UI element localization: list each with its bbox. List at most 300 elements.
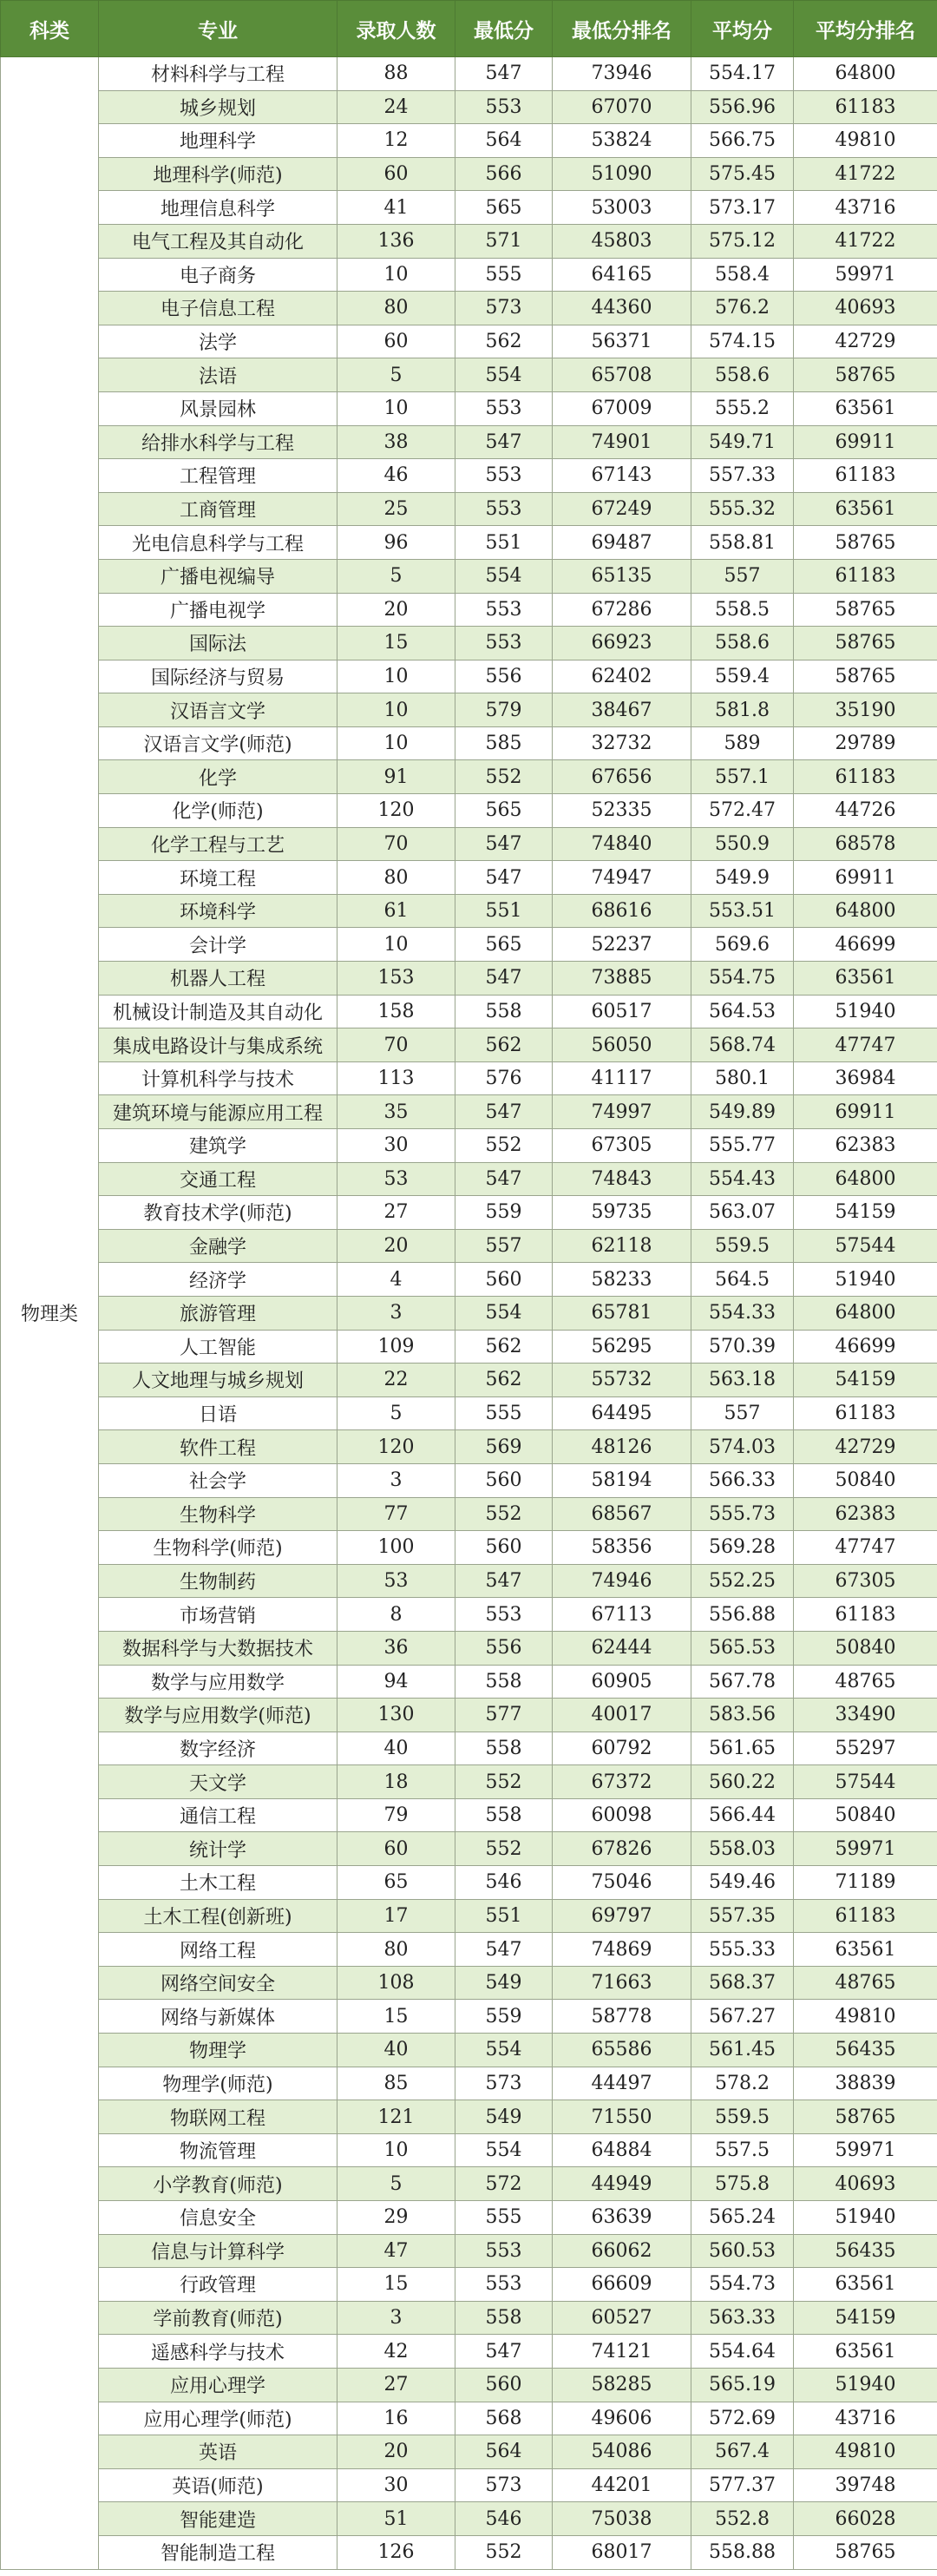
cell-avg-score: 558.88 bbox=[691, 2535, 794, 2569]
cell-avg-score-rank: 63561 bbox=[794, 492, 937, 526]
table-row bbox=[1, 827, 937, 861]
cell-min-score: 560 bbox=[455, 1463, 553, 1497]
cell-major: 建筑环境与能源应用工程 bbox=[99, 1095, 337, 1129]
header-row bbox=[1, 1, 937, 57]
table-row bbox=[1, 1095, 937, 1129]
cell-avg-score: 555.2 bbox=[691, 391, 794, 425]
cell-enrollment-count: 3 bbox=[337, 2301, 455, 2335]
cell-min-score: 559 bbox=[455, 1196, 553, 1230]
cell-min-score: 551 bbox=[455, 526, 553, 560]
cell-min-score-rank: 69487 bbox=[553, 526, 691, 560]
cell-enrollment-count: 5 bbox=[337, 358, 455, 392]
table-row bbox=[1, 627, 937, 660]
cell-min-score: 555 bbox=[455, 1396, 553, 1430]
cell-min-score-rank: 74840 bbox=[553, 827, 691, 861]
cell-avg-score-rank: 29789 bbox=[794, 726, 937, 760]
cell-min-score-rank: 71550 bbox=[553, 2100, 691, 2134]
cell-avg-score: 549.9 bbox=[691, 861, 794, 895]
cell-major: 日语 bbox=[99, 1396, 337, 1430]
cell-min-score: 547 bbox=[455, 57, 553, 91]
table-row bbox=[1, 1966, 937, 2000]
cell-enrollment-count: 65 bbox=[337, 1866, 455, 1900]
cell-min-score: 564 bbox=[455, 124, 553, 158]
table-row bbox=[1, 2067, 937, 2100]
cell-enrollment-count: 120 bbox=[337, 794, 455, 828]
cell-min-score-rank: 38467 bbox=[553, 693, 691, 727]
cell-min-score: 562 bbox=[455, 1028, 553, 1062]
cell-major: 城乡规划 bbox=[99, 90, 337, 124]
cell-enrollment-count: 10 bbox=[337, 391, 455, 425]
cell-min-score: 546 bbox=[455, 2502, 553, 2536]
cell-enrollment-count: 80 bbox=[337, 292, 455, 325]
cell-avg-score-rank: 58765 bbox=[794, 2100, 937, 2134]
cell-enrollment-count: 38 bbox=[337, 425, 455, 459]
cell-major: 市场营销 bbox=[99, 1598, 337, 1632]
cell-avg-score: 554.64 bbox=[691, 2335, 794, 2369]
cell-avg-score: 554.75 bbox=[691, 962, 794, 996]
cell-avg-score-rank: 56435 bbox=[794, 2234, 937, 2268]
table-row bbox=[1, 693, 937, 727]
cell-avg-score-rank: 46699 bbox=[794, 928, 937, 962]
cell-avg-score: 560.22 bbox=[691, 1765, 794, 1799]
cell-min-score: 559 bbox=[455, 2000, 553, 2034]
cell-avg-score: 556.96 bbox=[691, 90, 794, 124]
cell-major: 行政管理 bbox=[99, 2268, 337, 2302]
cell-avg-score: 561.65 bbox=[691, 1732, 794, 1765]
cell-min-score-rank: 32732 bbox=[553, 726, 691, 760]
cell-min-score: 577 bbox=[455, 1699, 553, 1732]
cell-avg-score-rank: 59971 bbox=[794, 1832, 937, 1866]
cell-avg-score: 559.4 bbox=[691, 660, 794, 693]
cell-min-score-rank: 67826 bbox=[553, 1832, 691, 1866]
cell-avg-score-rank: 61183 bbox=[794, 1598, 937, 1632]
cell-min-score: 558 bbox=[455, 1798, 553, 1832]
cell-avg-score: 577.37 bbox=[691, 2468, 794, 2502]
cell-avg-score-rank: 54159 bbox=[794, 1196, 937, 1230]
cell-major: 物理学(师范) bbox=[99, 2067, 337, 2100]
cell-avg-score: 569.28 bbox=[691, 1531, 794, 1565]
cell-enrollment-count: 126 bbox=[337, 2535, 455, 2569]
cell-avg-score-rank: 49810 bbox=[794, 2435, 937, 2469]
cell-min-score-rank: 66923 bbox=[553, 627, 691, 660]
cell-min-score: 551 bbox=[455, 1899, 553, 1933]
table-row bbox=[1, 1028, 937, 1062]
cell-major: 法语 bbox=[99, 358, 337, 392]
table-row bbox=[1, 2234, 937, 2268]
cell-major: 电子信息工程 bbox=[99, 292, 337, 325]
cell-avg-score: 557 bbox=[691, 559, 794, 593]
cell-avg-score-rank: 69911 bbox=[794, 861, 937, 895]
cell-avg-score: 552.8 bbox=[691, 2502, 794, 2536]
cell-enrollment-count: 24 bbox=[337, 90, 455, 124]
cell-major: 交通工程 bbox=[99, 1162, 337, 1196]
cell-min-score: 547 bbox=[455, 962, 553, 996]
cell-enrollment-count: 29 bbox=[337, 2201, 455, 2235]
cell-major: 网络与新媒体 bbox=[99, 2000, 337, 2034]
cell-enrollment-count: 10 bbox=[337, 2133, 455, 2167]
cell-major: 地理科学(师范) bbox=[99, 157, 337, 191]
table-row bbox=[1, 726, 937, 760]
cell-avg-score: 578.2 bbox=[691, 2067, 794, 2100]
cell-avg-score: 557.33 bbox=[691, 459, 794, 493]
cell-min-score: 549 bbox=[455, 2100, 553, 2134]
cell-avg-score: 554.73 bbox=[691, 2268, 794, 2302]
cell-avg-score-rank: 51940 bbox=[794, 1263, 937, 1297]
cell-enrollment-count: 3 bbox=[337, 1463, 455, 1497]
cell-min-score: 556 bbox=[455, 660, 553, 693]
cell-min-score: 552 bbox=[455, 1129, 553, 1163]
cell-major: 生物科学(师范) bbox=[99, 1531, 337, 1565]
table-row bbox=[1, 1263, 937, 1297]
cell-min-score-rank: 55732 bbox=[553, 1364, 691, 1397]
cell-enrollment-count: 120 bbox=[337, 1430, 455, 1464]
cell-major: 国际经济与贸易 bbox=[99, 660, 337, 693]
cell-avg-score: 558.81 bbox=[691, 526, 794, 560]
cell-avg-score-rank: 58765 bbox=[794, 358, 937, 392]
cell-min-score-rank: 41117 bbox=[553, 1061, 691, 1095]
table-row bbox=[1, 1631, 937, 1665]
cell-major: 经济学 bbox=[99, 1263, 337, 1297]
cell-avg-score-rank: 33490 bbox=[794, 1699, 937, 1732]
cell-major: 物流管理 bbox=[99, 2133, 337, 2167]
cell-min-score: 546 bbox=[455, 1866, 553, 1900]
cell-enrollment-count: 5 bbox=[337, 559, 455, 593]
cell-avg-score-rank: 49810 bbox=[794, 124, 937, 158]
cell-min-score: 557 bbox=[455, 1229, 553, 1263]
cell-min-score-rank: 66062 bbox=[553, 2234, 691, 2268]
table-row bbox=[1, 1531, 937, 1565]
cell-min-score: 553 bbox=[455, 1598, 553, 1632]
table-row bbox=[1, 1497, 937, 1531]
table-row bbox=[1, 559, 937, 593]
cell-avg-score: 572.47 bbox=[691, 794, 794, 828]
cell-major: 生物制药 bbox=[99, 1564, 337, 1598]
cell-enrollment-count: 85 bbox=[337, 2067, 455, 2100]
cell-major: 智能建造 bbox=[99, 2502, 337, 2536]
cell-major: 电子商务 bbox=[99, 258, 337, 292]
table-row bbox=[1, 1798, 937, 1832]
table-row bbox=[1, 57, 937, 91]
cell-major: 材料科学与工程 bbox=[99, 57, 337, 91]
cell-enrollment-count: 41 bbox=[337, 191, 455, 225]
cell-avg-score: 555.77 bbox=[691, 1129, 794, 1163]
cell-avg-score: 563.07 bbox=[691, 1196, 794, 1230]
cell-avg-score-rank: 63561 bbox=[794, 962, 937, 996]
cell-min-score: 558 bbox=[455, 995, 553, 1028]
cell-avg-score-rank: 35190 bbox=[794, 693, 937, 727]
cell-min-score-rank: 56371 bbox=[553, 325, 691, 358]
cell-avg-score-rank: 61183 bbox=[794, 559, 937, 593]
cell-min-score: 576 bbox=[455, 1061, 553, 1095]
cell-avg-score: 557 bbox=[691, 1396, 794, 1430]
cell-major: 机械设计制造及其自动化 bbox=[99, 995, 337, 1028]
cell-avg-score-rank: 58765 bbox=[794, 627, 937, 660]
cell-min-score: 554 bbox=[455, 559, 553, 593]
table-row bbox=[1, 391, 937, 425]
cell-min-score-rank: 52335 bbox=[553, 794, 691, 828]
cell-min-score-rank: 49606 bbox=[553, 2402, 691, 2435]
cell-min-score-rank: 60517 bbox=[553, 995, 691, 1028]
cell-min-score-rank: 54086 bbox=[553, 2435, 691, 2469]
cell-enrollment-count: 40 bbox=[337, 1732, 455, 1765]
cell-enrollment-count: 30 bbox=[337, 2468, 455, 2502]
cell-min-score-rank: 56295 bbox=[553, 1330, 691, 1364]
cell-enrollment-count: 40 bbox=[337, 2034, 455, 2067]
cell-major: 网络空间安全 bbox=[99, 1966, 337, 2000]
cell-avg-score: 555.32 bbox=[691, 492, 794, 526]
cell-avg-score: 568.37 bbox=[691, 1966, 794, 2000]
cell-enrollment-count: 15 bbox=[337, 627, 455, 660]
cell-major: 汉语言文学 bbox=[99, 693, 337, 727]
cell-min-score: 573 bbox=[455, 2067, 553, 2100]
cell-avg-score-rank: 57544 bbox=[794, 1765, 937, 1799]
table-row bbox=[1, 425, 937, 459]
cell-major: 建筑学 bbox=[99, 1129, 337, 1163]
header-min-score-rank: 最低分排名 bbox=[553, 1, 691, 57]
cell-major: 物理学 bbox=[99, 2034, 337, 2067]
table-body bbox=[1, 57, 937, 2570]
cell-enrollment-count: 27 bbox=[337, 1196, 455, 1230]
table-row bbox=[1, 1765, 937, 1799]
cell-major: 通信工程 bbox=[99, 1798, 337, 1832]
cell-enrollment-count: 121 bbox=[337, 2100, 455, 2134]
cell-avg-score: 561.45 bbox=[691, 2034, 794, 2067]
cell-avg-score-rank: 58765 bbox=[794, 660, 937, 693]
table-row bbox=[1, 1665, 937, 1699]
cell-avg-score-rank: 50840 bbox=[794, 1463, 937, 1497]
cell-major: 风景园林 bbox=[99, 391, 337, 425]
cell-min-score: 571 bbox=[455, 224, 553, 258]
table-row bbox=[1, 1196, 937, 1230]
table-row bbox=[1, 1430, 937, 1464]
table-row bbox=[1, 157, 937, 191]
cell-min-score: 547 bbox=[455, 1564, 553, 1598]
cell-avg-score-rank: 71189 bbox=[794, 1866, 937, 1900]
cell-min-score: 552 bbox=[455, 2535, 553, 2569]
cell-enrollment-count: 5 bbox=[337, 1396, 455, 1430]
cell-min-score: 553 bbox=[455, 2268, 553, 2302]
cell-major: 教育技术学(师范) bbox=[99, 1196, 337, 1230]
cell-avg-score-rank: 50840 bbox=[794, 1798, 937, 1832]
cell-min-score-rank: 74869 bbox=[553, 1933, 691, 1967]
table-row bbox=[1, 1899, 937, 1933]
cell-min-score-rank: 44360 bbox=[553, 292, 691, 325]
cell-enrollment-count: 70 bbox=[337, 827, 455, 861]
cell-enrollment-count: 36 bbox=[337, 1631, 455, 1665]
cell-enrollment-count: 15 bbox=[337, 2000, 455, 2034]
cell-avg-score: 575.12 bbox=[691, 224, 794, 258]
header-avg-score: 平均分 bbox=[691, 1, 794, 57]
table-row bbox=[1, 1866, 937, 1900]
cell-avg-score: 549.46 bbox=[691, 1866, 794, 1900]
cell-avg-score: 559.5 bbox=[691, 2100, 794, 2134]
cell-min-score-rank: 64884 bbox=[553, 2133, 691, 2167]
cell-major: 计算机科学与技术 bbox=[99, 1061, 337, 1095]
table-row bbox=[1, 1832, 937, 1866]
cell-major: 工商管理 bbox=[99, 492, 337, 526]
table-row bbox=[1, 1564, 937, 1598]
cell-avg-score-rank: 66028 bbox=[794, 2502, 937, 2536]
table-row bbox=[1, 1699, 937, 1732]
table-row bbox=[1, 794, 937, 828]
table-row bbox=[1, 2000, 937, 2034]
table-row bbox=[1, 1162, 937, 1196]
cell-avg-score-rank: 61183 bbox=[794, 90, 937, 124]
cell-avg-score: 554.43 bbox=[691, 1162, 794, 1196]
cell-major: 机器人工程 bbox=[99, 962, 337, 996]
cell-enrollment-count: 94 bbox=[337, 1665, 455, 1699]
cell-major: 化学工程与工艺 bbox=[99, 827, 337, 861]
cell-min-score: 547 bbox=[455, 1933, 553, 1967]
cell-enrollment-count: 15 bbox=[337, 2268, 455, 2302]
cell-enrollment-count: 20 bbox=[337, 593, 455, 627]
cell-min-score: 560 bbox=[455, 1263, 553, 1297]
cell-avg-score: 565.19 bbox=[691, 2368, 794, 2402]
cell-avg-score: 558.4 bbox=[691, 258, 794, 292]
cell-min-score: 566 bbox=[455, 157, 553, 191]
cell-avg-score: 573.17 bbox=[691, 191, 794, 225]
cell-min-score: 572 bbox=[455, 2167, 553, 2201]
cell-major: 英语 bbox=[99, 2435, 337, 2469]
cell-min-score: 579 bbox=[455, 693, 553, 727]
cell-avg-score: 565.53 bbox=[691, 1631, 794, 1665]
cell-enrollment-count: 91 bbox=[337, 760, 455, 794]
cell-min-score-rank: 67286 bbox=[553, 593, 691, 627]
table-row bbox=[1, 1732, 937, 1765]
cell-major: 旅游管理 bbox=[99, 1296, 337, 1330]
cell-min-score: 573 bbox=[455, 292, 553, 325]
cell-min-score-rank: 65135 bbox=[553, 559, 691, 593]
table-row bbox=[1, 358, 937, 392]
cell-min-score-rank: 53003 bbox=[553, 191, 691, 225]
cell-major: 环境科学 bbox=[99, 894, 337, 928]
cell-enrollment-count: 77 bbox=[337, 1497, 455, 1531]
cell-avg-score: 558.6 bbox=[691, 358, 794, 392]
table-row bbox=[1, 2167, 937, 2201]
cell-enrollment-count: 16 bbox=[337, 2402, 455, 2435]
cell-min-score-rank: 74946 bbox=[553, 1564, 691, 1598]
cell-avg-score: 559.5 bbox=[691, 1229, 794, 1263]
cell-enrollment-count: 46 bbox=[337, 459, 455, 493]
cell-enrollment-count: 70 bbox=[337, 1028, 455, 1062]
cell-min-score-rank: 62402 bbox=[553, 660, 691, 693]
cell-avg-score-rank: 39748 bbox=[794, 2468, 937, 2502]
cell-enrollment-count: 60 bbox=[337, 1832, 455, 1866]
cell-avg-score: 589 bbox=[691, 726, 794, 760]
cell-avg-score-rank: 51940 bbox=[794, 2368, 937, 2402]
cell-min-score-rank: 66609 bbox=[553, 2268, 691, 2302]
table-row bbox=[1, 2535, 937, 2569]
cell-enrollment-count: 53 bbox=[337, 1162, 455, 1196]
table-row bbox=[1, 459, 937, 493]
cell-major: 给排水科学与工程 bbox=[99, 425, 337, 459]
cell-min-score: 553 bbox=[455, 593, 553, 627]
cell-enrollment-count: 10 bbox=[337, 258, 455, 292]
cell-avg-score: 564.53 bbox=[691, 995, 794, 1028]
cell-avg-score-rank: 47747 bbox=[794, 1531, 937, 1565]
cell-min-score: 562 bbox=[455, 1330, 553, 1364]
cell-avg-score: 560.53 bbox=[691, 2234, 794, 2268]
cell-min-score: 554 bbox=[455, 1296, 553, 1330]
cell-major: 应用心理学 bbox=[99, 2368, 337, 2402]
cell-major: 法学 bbox=[99, 325, 337, 358]
table-row bbox=[1, 2301, 937, 2335]
cell-major: 地理科学 bbox=[99, 124, 337, 158]
header-avg-score-rank: 平均分排名 bbox=[794, 1, 937, 57]
cell-avg-score-rank: 41722 bbox=[794, 157, 937, 191]
cell-enrollment-count: 8 bbox=[337, 1598, 455, 1632]
cell-min-score: 554 bbox=[455, 2034, 553, 2067]
cell-min-score-rank: 44497 bbox=[553, 2067, 691, 2100]
cell-enrollment-count: 60 bbox=[337, 325, 455, 358]
cell-min-score-rank: 60098 bbox=[553, 1798, 691, 1832]
cell-min-score: 553 bbox=[455, 459, 553, 493]
cell-min-score-rank: 67143 bbox=[553, 459, 691, 493]
cell-avg-score-rank: 42729 bbox=[794, 1430, 937, 1464]
table-row bbox=[1, 1061, 937, 1095]
cell-enrollment-count: 109 bbox=[337, 1330, 455, 1364]
cell-avg-score-rank: 63561 bbox=[794, 1933, 937, 1967]
cell-enrollment-count: 17 bbox=[337, 1899, 455, 1933]
cell-min-score-rank: 65781 bbox=[553, 1296, 691, 1330]
cell-enrollment-count: 47 bbox=[337, 2234, 455, 2268]
cell-avg-score-rank: 58765 bbox=[794, 526, 937, 560]
cell-avg-score: 575.8 bbox=[691, 2167, 794, 2201]
table-row bbox=[1, 2133, 937, 2167]
cell-avg-score-rank: 64800 bbox=[794, 57, 937, 91]
cell-min-score: 562 bbox=[455, 1364, 553, 1397]
cell-min-score-rank: 67656 bbox=[553, 760, 691, 794]
cell-major: 会计学 bbox=[99, 928, 337, 962]
cell-min-score: 553 bbox=[455, 2234, 553, 2268]
cell-min-score: 569 bbox=[455, 1430, 553, 1464]
cell-avg-score: 554.33 bbox=[691, 1296, 794, 1330]
cell-avg-score: 563.18 bbox=[691, 1364, 794, 1397]
cell-avg-score: 553.51 bbox=[691, 894, 794, 928]
cell-enrollment-count: 25 bbox=[337, 492, 455, 526]
table-row bbox=[1, 1463, 937, 1497]
cell-avg-score: 574.03 bbox=[691, 1430, 794, 1464]
cell-avg-score-rank: 38839 bbox=[794, 2067, 937, 2100]
table-row bbox=[1, 1330, 937, 1364]
header-category: 科类 bbox=[1, 1, 99, 57]
cell-avg-score-rank: 62383 bbox=[794, 1497, 937, 1531]
cell-avg-score-rank: 64800 bbox=[794, 894, 937, 928]
cell-min-score: 568 bbox=[455, 2402, 553, 2435]
cell-avg-score: 549.71 bbox=[691, 425, 794, 459]
table-row bbox=[1, 928, 937, 962]
cell-major: 信息安全 bbox=[99, 2201, 337, 2235]
cell-major: 化学 bbox=[99, 760, 337, 794]
cell-avg-score-rank: 48765 bbox=[794, 1665, 937, 1699]
cell-avg-score: 565.24 bbox=[691, 2201, 794, 2235]
cell-min-score-rank: 53824 bbox=[553, 124, 691, 158]
cell-avg-score: 576.2 bbox=[691, 292, 794, 325]
cell-avg-score-rank: 64800 bbox=[794, 1162, 937, 1196]
cell-min-score: 547 bbox=[455, 1162, 553, 1196]
cell-enrollment-count: 5 bbox=[337, 2167, 455, 2201]
cell-min-score-rank: 62118 bbox=[553, 1229, 691, 1263]
cell-avg-score: 563.33 bbox=[691, 2301, 794, 2335]
cell-enrollment-count: 158 bbox=[337, 995, 455, 1028]
cell-min-score: 553 bbox=[455, 90, 553, 124]
cell-avg-score-rank: 61183 bbox=[794, 459, 937, 493]
cell-major: 学前教育(师范) bbox=[99, 2301, 337, 2335]
cell-avg-score: 555.33 bbox=[691, 1933, 794, 1967]
cell-enrollment-count: 136 bbox=[337, 224, 455, 258]
table-row bbox=[1, 2435, 937, 2469]
cell-avg-score-rank: 63561 bbox=[794, 2268, 937, 2302]
